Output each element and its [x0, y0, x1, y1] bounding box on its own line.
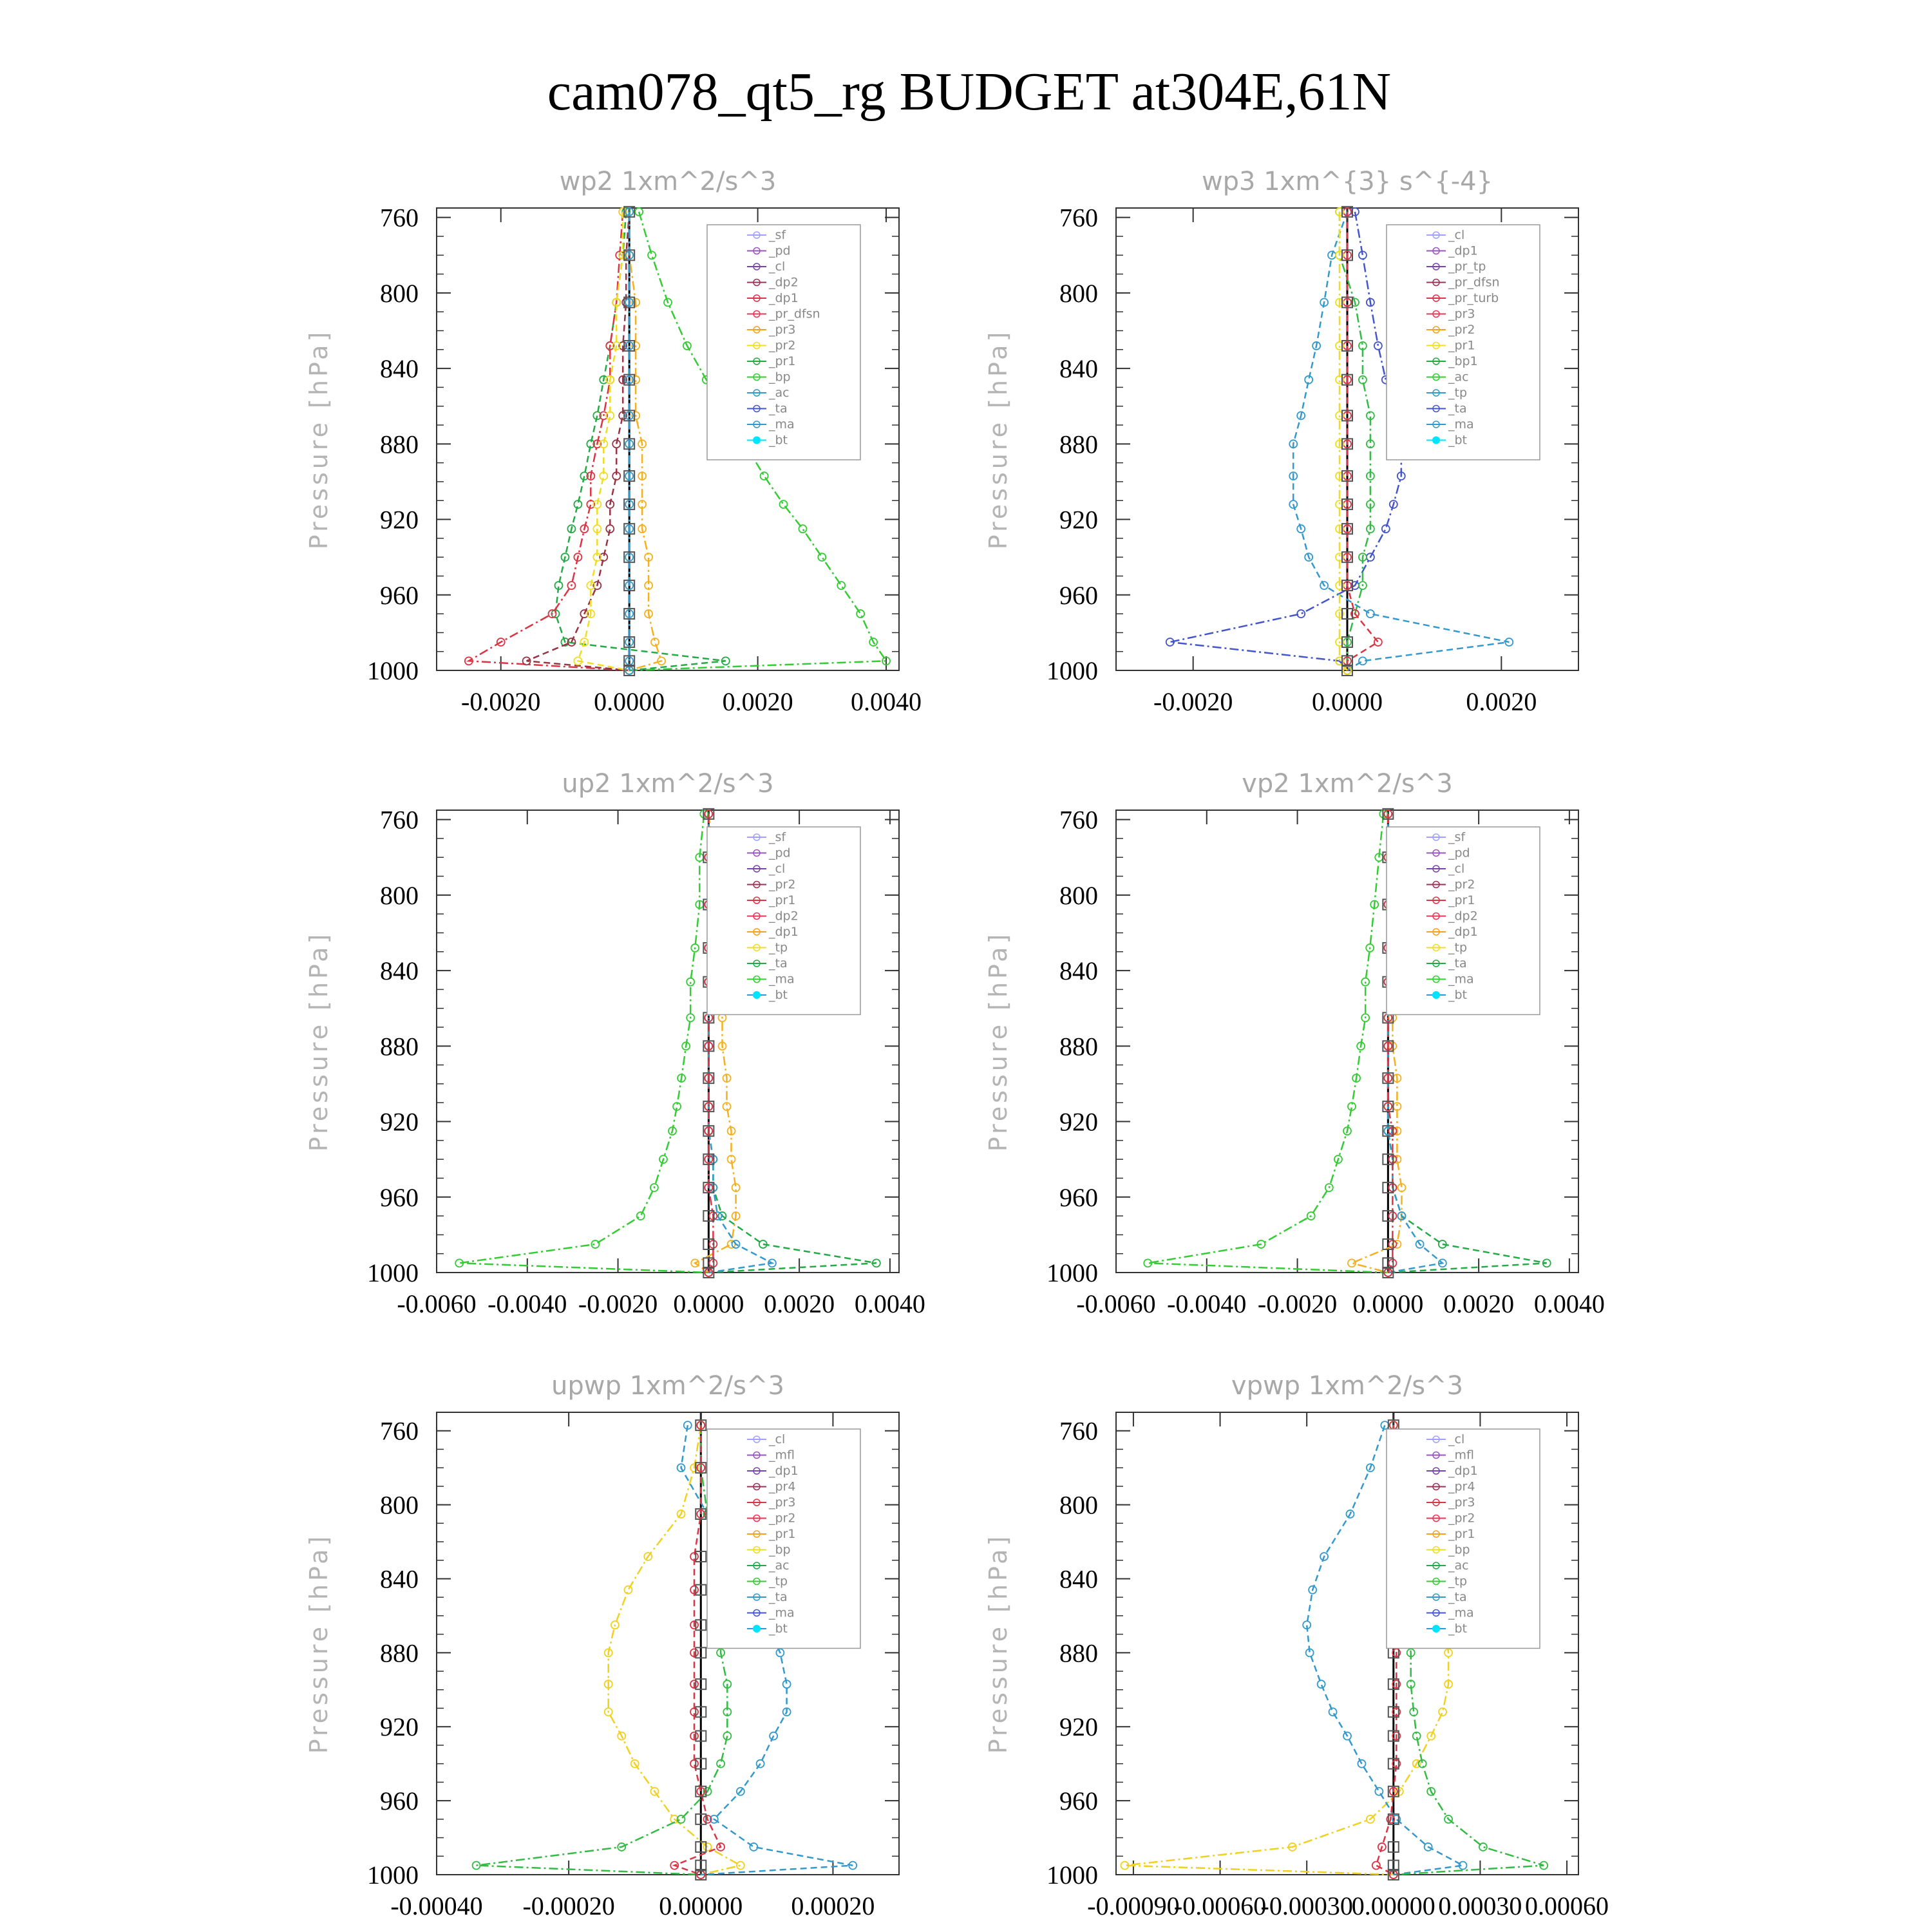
x-tick-label: -0.0020 — [578, 1289, 658, 1318]
legend-entry: _pr2 — [769, 1511, 796, 1526]
panel-title: vp2 1xm^2/s^3 — [1242, 769, 1453, 799]
data-point — [1359, 376, 1367, 384]
legend-entry: _cl — [1448, 1432, 1465, 1446]
data-point — [1318, 1680, 1325, 1688]
series-line-pr2 — [1340, 212, 1347, 670]
chart-panel-4 — [984, 769, 1605, 1318]
data-point — [624, 1586, 632, 1594]
data-point — [761, 472, 768, 480]
legend-entry: _bt — [1448, 988, 1468, 1002]
chart-panel-2 — [984, 167, 1578, 716]
x-tick-label: 0.0020 — [764, 1289, 835, 1318]
legend-entry: _pr_dfsn — [1448, 275, 1500, 290]
legend-entry: _bt — [769, 433, 788, 448]
legend-entry: _ta — [769, 1590, 788, 1604]
y-tick-label: 800 — [1059, 278, 1098, 308]
data-point — [1374, 638, 1382, 646]
x-tick-label: -0.00030 — [1260, 1891, 1353, 1920]
data-point — [1381, 1421, 1388, 1429]
legend-entry: _dp1 — [1448, 925, 1478, 939]
panel-title: up2 1xm^2/s^3 — [562, 769, 774, 799]
series-line-pr3 — [578, 212, 629, 670]
legend-entry: _cl — [769, 862, 786, 876]
data-point — [1375, 1788, 1383, 1795]
chart-panel-1 — [305, 167, 922, 716]
legend-entry: _dp1 — [769, 925, 799, 939]
data-point — [1372, 1862, 1380, 1870]
y-tick-label: 880 — [1059, 430, 1098, 459]
y-axis-label: Pressure [hPa] — [984, 931, 1012, 1152]
x-tick-label: 0.0040 — [854, 1289, 925, 1318]
legend-entry: _tp — [1448, 940, 1468, 955]
legend-entry: _cl — [769, 260, 786, 274]
y-axis-label: Pressure [hPa] — [305, 1533, 333, 1754]
legend-entry: _ta — [769, 956, 788, 971]
x-tick-label: 0.0020 — [722, 687, 793, 716]
legend-entry: _dp1 — [1448, 243, 1478, 258]
legend-entry: _ac — [1448, 1558, 1469, 1573]
y-tick-label: 1000 — [367, 656, 419, 685]
y-tick-label: 760 — [380, 805, 419, 835]
x-tick-label: 0.0040 — [851, 687, 922, 716]
data-point — [1393, 1240, 1401, 1248]
legend-marker — [753, 991, 761, 999]
legend-marker — [1432, 991, 1440, 999]
series-line-dp1 — [459, 814, 708, 1273]
legend-entry: _cl — [1448, 228, 1465, 242]
y-tick-label: 960 — [380, 580, 419, 610]
data-point — [799, 525, 806, 533]
legend-entry: _dp2 — [1448, 909, 1478, 923]
legend-entry: _ta — [769, 401, 788, 416]
y-tick-label: 760 — [380, 203, 419, 232]
series-line-dp1 — [469, 212, 629, 670]
x-tick-label: 0.00020 — [791, 1891, 875, 1920]
x-tick-label: -0.00060 — [1173, 1891, 1267, 1920]
legend-entry: _pr1 — [1448, 338, 1475, 353]
legend-entry: _bp — [1448, 1542, 1470, 1557]
x-tick-label: -0.0020 — [461, 687, 541, 716]
legend-entry: _ac — [769, 386, 790, 400]
legend-entry: _pr2 — [769, 338, 796, 353]
y-tick-label: 960 — [1059, 1786, 1098, 1816]
legend-entry: _ac — [1448, 370, 1469, 384]
y-tick-label: 840 — [1059, 956, 1098, 986]
data-point — [750, 1843, 757, 1851]
x-tick-label: -0.00090 — [1087, 1891, 1180, 1920]
y-tick-label: 760 — [1059, 203, 1098, 232]
y-tick-label: 1000 — [1046, 656, 1098, 685]
x-tick-label: -0.0020 — [1257, 1289, 1338, 1318]
data-point — [637, 1212, 645, 1220]
legend-entry: _dp1 — [769, 1464, 799, 1478]
data-point — [591, 1240, 599, 1248]
x-tick-label: 0.00060 — [1525, 1891, 1609, 1920]
legend-entry: _sf — [769, 228, 786, 242]
y-tick-label: 960 — [1059, 1182, 1098, 1212]
data-point — [737, 1862, 744, 1870]
legend-entry: _pr1 — [1448, 893, 1475, 907]
y-tick-label: 760 — [1059, 805, 1098, 835]
x-tick-label: 0.0000 — [1352, 1289, 1424, 1318]
legend-entry: _ma — [1448, 972, 1474, 987]
legend-entry: _pd — [769, 846, 791, 860]
legend-entry: _tp — [769, 940, 788, 955]
x-tick-label: -0.0060 — [1076, 1289, 1156, 1318]
legend-entry: _pr3 — [769, 1495, 796, 1510]
y-tick-label: 1000 — [367, 1861, 419, 1889]
x-tick-label: -0.0040 — [1167, 1289, 1247, 1318]
legend-entry: _bt — [1448, 433, 1468, 448]
legend-marker — [1432, 1625, 1440, 1633]
legend-entry: _bp — [769, 1542, 791, 1557]
y-tick-label: 920 — [380, 1107, 419, 1137]
legend-marker — [753, 1625, 761, 1633]
legend-marker — [753, 437, 761, 444]
data-point — [818, 553, 826, 561]
legend-entry: _dp1 — [1448, 1464, 1478, 1478]
legend-entry: _bt — [1448, 1622, 1468, 1636]
y-tick-label: 1000 — [367, 1258, 419, 1287]
x-tick-label: 0.00000 — [659, 1891, 743, 1920]
data-point — [857, 610, 864, 618]
y-tick-label: 840 — [380, 956, 419, 986]
y-tick-label: 880 — [1059, 1032, 1098, 1061]
y-tick-label: 920 — [1059, 1712, 1098, 1742]
panel-title: wp3 1xm^{3} s^{-4} — [1201, 167, 1493, 196]
x-tick-label: -0.0020 — [1153, 687, 1233, 716]
data-point — [687, 978, 694, 986]
legend-entry: _pr4 — [1448, 1479, 1475, 1494]
y-tick-label: 840 — [1059, 354, 1098, 384]
y-tick-label: 1000 — [1046, 1861, 1098, 1889]
y-tick-label: 760 — [380, 1416, 419, 1446]
y-tick-label: 880 — [380, 430, 419, 459]
y-axis-label: Pressure [hPa] — [305, 328, 333, 550]
x-tick-label: -0.0060 — [397, 1289, 477, 1318]
panel-title: upwp 1xm^2/s^3 — [551, 1371, 784, 1401]
x-tick-label: 0.0040 — [1533, 1289, 1605, 1318]
series-line-pr1 — [556, 212, 726, 670]
x-tick-label: -0.0040 — [488, 1289, 567, 1318]
legend-entry: _ac — [769, 1558, 790, 1573]
data-point — [780, 500, 788, 508]
legend-entry: _pr4 — [769, 1479, 796, 1494]
data-point — [1329, 1708, 1337, 1716]
legend-entry: _ma — [769, 417, 795, 431]
panel-title: vpwp 1xm^2/s^3 — [1231, 1371, 1464, 1401]
x-tick-label: 0.0020 — [1466, 687, 1537, 716]
legend-entry: _pd — [769, 243, 791, 258]
legend-entry: _cl — [769, 1432, 786, 1446]
y-tick-label: 960 — [380, 1786, 419, 1816]
y-tick-label: 960 — [380, 1182, 419, 1212]
legend-entry: _pr_tp — [1448, 260, 1486, 274]
legend-entry: _pr1 — [769, 354, 796, 368]
y-tick-label: 800 — [1059, 880, 1098, 910]
series-line-bp — [477, 1425, 728, 1875]
y-tick-label: 800 — [380, 1490, 419, 1520]
legend-entry: _dp2 — [769, 275, 799, 290]
legend-entry: _tp — [1448, 1574, 1468, 1589]
y-tick-label: 800 — [1059, 1490, 1098, 1520]
y-tick-label: 960 — [1059, 580, 1098, 610]
y-axis-label: Pressure [hPa] — [984, 328, 1012, 550]
y-tick-label: 800 — [380, 880, 419, 910]
x-tick-label: 0.0020 — [1443, 1289, 1515, 1318]
y-tick-label: 880 — [1059, 1638, 1098, 1668]
legend-entry: _ta — [1448, 1590, 1467, 1604]
x-tick-label: 0.0000 — [594, 687, 665, 716]
legend-entry: _pr1 — [1448, 1527, 1475, 1541]
data-point — [1297, 610, 1305, 618]
legend-entry: _pr_dfsn — [769, 307, 820, 321]
data-point — [1374, 342, 1382, 350]
legend-entry: _dp1 — [769, 291, 799, 305]
x-tick-label: -0.00020 — [522, 1891, 615, 1920]
legend-marker — [1432, 437, 1440, 444]
legend-entry: _cl — [1448, 862, 1465, 876]
x-tick-label: 0.00030 — [1438, 1891, 1522, 1920]
y-axis-label: Pressure [hPa] — [305, 931, 333, 1152]
y-tick-label: 760 — [1059, 1416, 1098, 1446]
x-tick-label: 0.0000 — [1312, 687, 1383, 716]
legend-entry: _sf — [1448, 830, 1466, 844]
legend-entry: _tp — [1448, 386, 1468, 400]
legend-entry: _bp1 — [1448, 354, 1478, 368]
legend-entry: _sf — [769, 830, 786, 844]
legend-entry: _pr2 — [769, 877, 796, 892]
y-tick-label: 920 — [1059, 1107, 1098, 1137]
legend-entry: _tp — [769, 1574, 788, 1589]
series-line-dp1 — [1148, 814, 1388, 1273]
y-tick-label: 880 — [380, 1638, 419, 1668]
legend-entry: _ma — [1448, 417, 1474, 431]
y-axis-label: Pressure [hPa] — [984, 1533, 1012, 1754]
y-tick-label: 800 — [380, 278, 419, 308]
legend-entry: _pr3 — [1448, 1495, 1475, 1510]
legend-entry: _pr2 — [1448, 1511, 1475, 1526]
legend-entry: _bt — [769, 1622, 788, 1636]
panel-title: wp2 1xm^2/s^3 — [559, 167, 777, 196]
y-tick-label: 920 — [1059, 505, 1098, 535]
chart-panel-5 — [305, 1371, 899, 1920]
chart-panel-6 — [984, 1371, 1609, 1920]
legend-entry: _pd — [1448, 846, 1470, 860]
legend-entry: _ma — [1448, 1605, 1474, 1620]
legend-entry: _mfl — [1448, 1448, 1474, 1463]
legend-entry: _ta — [1448, 401, 1467, 416]
figure-title: cam078_qt5_rg BUDGET at304E,61N — [547, 62, 1392, 122]
legend-entry: _pr2 — [1448, 323, 1475, 337]
legend-entry: _pr_turb — [1448, 291, 1499, 305]
y-tick-label: 1000 — [1046, 1258, 1098, 1287]
y-tick-label: 840 — [380, 354, 419, 384]
data-point — [1479, 1843, 1487, 1851]
legend-entry: _bp — [769, 370, 791, 384]
series-line-ta — [1170, 212, 1401, 670]
x-tick-label: 0.00000 — [1351, 1891, 1435, 1920]
legend-entry: _pr2 — [1448, 877, 1475, 892]
legend-entry: _ma — [769, 972, 795, 987]
x-tick-label: 0.0000 — [673, 1289, 744, 1318]
legend-entry: _pr1 — [769, 1527, 796, 1541]
legend-entry: _dp2 — [769, 909, 799, 923]
y-tick-label: 880 — [380, 1032, 419, 1061]
panels-container — [305, 167, 1609, 1920]
y-tick-label: 920 — [380, 1712, 419, 1742]
chart-panel-3 — [305, 769, 925, 1318]
legend-entry: _pr1 — [769, 893, 796, 907]
y-tick-label: 840 — [1059, 1564, 1098, 1594]
legend-entry: _pr3 — [1448, 307, 1475, 321]
y-tick-label: 840 — [380, 1564, 419, 1594]
legend-entry: _ta — [1448, 956, 1467, 971]
legend-entry: _bt — [769, 988, 788, 1002]
x-tick-label: -0.00040 — [390, 1891, 483, 1920]
legend-entry: _mfl — [769, 1448, 795, 1463]
legend-entry: _ma — [769, 1605, 795, 1620]
legend-entry: _pr3 — [769, 323, 796, 337]
y-tick-label: 920 — [380, 505, 419, 535]
data-point — [837, 582, 845, 589]
